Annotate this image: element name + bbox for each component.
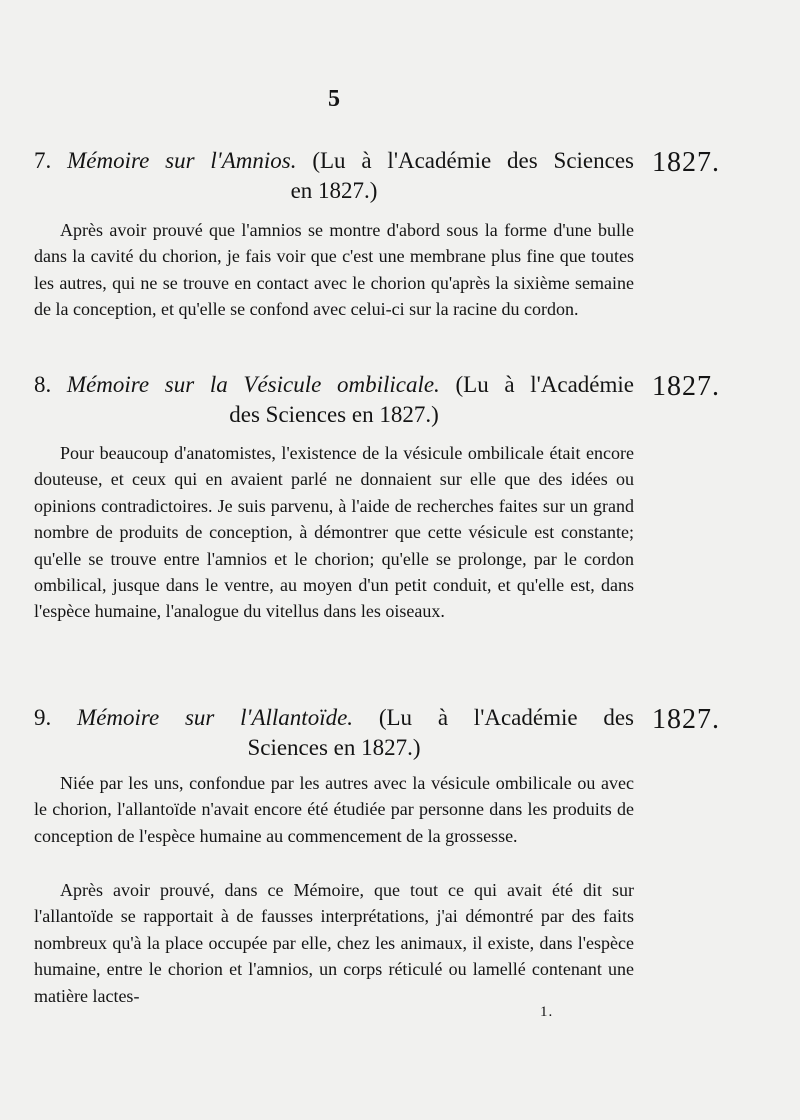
entry-8-title-rest: (Lu à l'Académie [455,372,634,397]
entry-7-title [34,146,634,206]
entry-7-title-italic: Mémoire sur l'Amnios. [67,148,297,173]
entry-7-year: 1827. [652,147,720,178]
entry-8-title-line2: des Sciences en 1827.) [229,402,439,427]
entry-8-paragraph [34,440,634,625]
entry-9-paragraph-1-text: Niée par les uns, confondue par les autres avec la vésicule ombilicale ou avec le chorion, l'allantoïde n'avait encore été étudiée par personne dans les produits de conception de l'espèce humaine au commencement de la grossesse. [34,773,634,846]
entry-9-paragraph-2 [34,877,634,1009]
entry-9-title-rest: (Lu à l'Académie des [378,705,634,730]
entry-7-title-rest: (Lu à l'Académie des Sciences [312,148,635,173]
entry-7-paragraph-text: Après avoir prouvé que l'amnios se montre d'abord sous la forme d'une bulle dans la cavité du chorion, je fais voir que c'est une membrane plus fine que toutes les autres, qui ne se trouve en contact avec le chorion qu'après la sixième semaine de la conception, et qu'elle se confond avec celui-ci sur la racine du cordon. [34,220,634,320]
entry-8-title-italic: Mémoire sur la Vésicule ombilicale. [66,372,440,397]
entry-9-number: 9. [34,705,52,730]
entry-8-title [34,370,634,430]
entry-9-title-line1 [34,703,634,733]
entry-8-title-line1 [34,370,634,400]
entry-7-paragraph [34,217,634,323]
entry-9-paragraph-1 [34,770,634,849]
entry-9-paragraph-2-text: Après avoir prouvé, dans ce Mémoire, que tout ce qui avait été dit sur l'allantoïde se rapportait à de fausses interprétations, j'ai démontré par des faits nombreux qu'à la place occupée par elle, chez les animaux, il existe, dans l'espèce humaine, entre le chorion et l'amnios, un corps réticulé ou lamellé contenant une matière lactes- [34,880,634,1006]
entry-8-year: 1827. [652,371,720,402]
signature-mark: 1. [540,1004,554,1020]
entry-9-title-line2: Sciences en 1827.) [247,735,421,760]
entry-9-year: 1827. [652,704,720,735]
page-number: 5 [328,86,340,112]
entry-7-title-line2: en 1827.) [290,178,378,203]
entry-7-number: 7. [34,148,52,173]
entry-8-number: 8. [34,372,52,397]
entry-9-title [34,703,634,763]
entry-9-title-italic: Mémoire sur l'Allantoïde. [77,705,354,730]
entry-8-paragraph-text: Pour beaucoup d'anatomistes, l'existence de la vésicule ombilicale était encore douteuse, et ceux qui en avaient parlé ne donnaient sur elle que des idées ou opinions contradictoires. Je suis parvenu, à l'aide de recherches faites sur un grand nombre de produits de conception, à démontrer que cette vésicule est constante; qu'elle se trouve entre l'amnios et le chorion; qu'elle se prolonge, par le cordon ombilical, jusque dans le ventre, au moyen d'un petit conduit, et qu'elle est, dans l'espèce humaine, l'analogue du vitellus dans les oiseaux. [34,443,634,622]
entry-7-title-line1 [34,146,634,176]
